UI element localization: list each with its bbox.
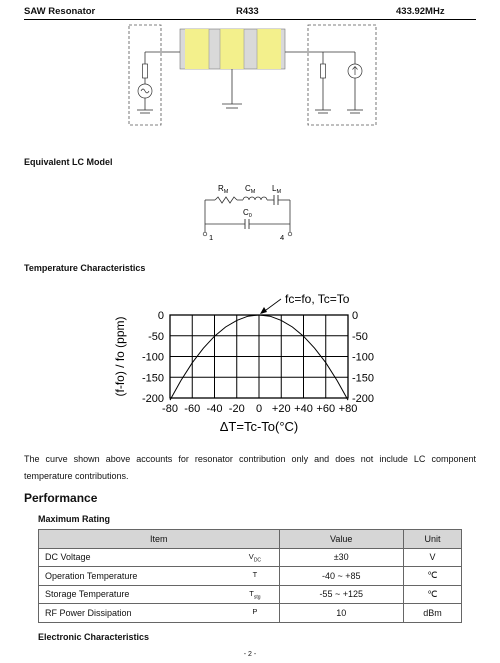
chart-y-tick-label-left: -50: [148, 330, 164, 343]
table-row: [39, 567, 462, 586]
inductor-lm-symbol: [243, 197, 267, 200]
chart-x-tick-label: -60: [184, 403, 201, 415]
resonator-body: [180, 29, 285, 69]
row-symbol: P: [231, 604, 279, 623]
table-row: [39, 604, 462, 623]
maximum-rating-heading: Maximum Rating: [38, 514, 111, 524]
row-unit: V: [403, 548, 461, 567]
header-part-number: R433: [236, 6, 259, 17]
chart-note-paragraph: The curve shown above accounts for resonator contribution only and does not include LC component temperature contributions.: [24, 454, 476, 481]
table-header-row: [39, 530, 462, 549]
row-symbol: $V_{DC}$: [231, 548, 279, 567]
chart-y-tick-label-right: 0: [352, 310, 359, 322]
chart-y-tick-label-left: -100: [141, 351, 164, 364]
chart-x-tick-label: +20: [271, 403, 291, 415]
temperature-chart: [110, 282, 400, 442]
chart-y-tick-label-right: -50: [352, 330, 368, 343]
chart-x-tick-label: +60: [316, 403, 336, 415]
row-value: -40 ~ +85: [279, 567, 403, 586]
row-unit: ℃: [403, 567, 461, 586]
row-value: -55 ~ +125: [279, 585, 403, 604]
label-c0: $C_0$: [243, 208, 252, 219]
row-symbol: T: [231, 567, 279, 586]
section-title-lc-model: Equivalent LC Model: [24, 157, 113, 167]
header-value: Value: [279, 530, 403, 549]
pin-4-label: 4: [280, 233, 285, 242]
chart-y-tick-label-left: 0: [157, 310, 164, 322]
row-item: Storage Temperature: [39, 585, 232, 604]
table-row: [39, 548, 462, 567]
pin-1-label: 1: [209, 233, 214, 242]
row-value: 10: [279, 604, 403, 623]
chart-y-tick-label-right: -100: [352, 351, 375, 364]
chart-x-tick-label: -80: [162, 403, 178, 415]
row-item: DC Voltage: [39, 548, 232, 567]
chart-annotation-arrowhead: [260, 307, 267, 314]
lc-equivalent-circuit: [195, 178, 305, 244]
performance-heading: Performance: [24, 491, 98, 505]
section-title-temperature: Temperature Characteristics: [24, 263, 146, 273]
label-cm: $C_M$: [245, 184, 256, 195]
row-symbol: $T_{stg}$: [231, 585, 279, 604]
chart-x-tick-label: +80: [338, 403, 358, 415]
resistor-rm-symbol: [215, 197, 237, 203]
row-value: ±30: [279, 548, 403, 567]
test-circuit-diagram: [120, 22, 380, 136]
row-item: Operation Temperature: [39, 567, 232, 586]
header-unit: Unit: [403, 530, 461, 549]
chart-x-axis-label: ΔT=Tc-To(°C): [219, 419, 299, 434]
electronic-characteristics-heading: Electronic Characteristics: [38, 632, 150, 642]
chart-y-tick-label-right: -150: [352, 372, 375, 385]
row-item: RF Power Dissipation: [39, 604, 232, 623]
header-product-type: SAW Resonator: [24, 6, 96, 17]
chart-x-tick-label: -20: [228, 403, 245, 415]
chart-y-axis-label: (f-fo) / fo (ppm): [113, 316, 127, 397]
table-row: [39, 585, 462, 604]
chart-y-tick-label-left: -200: [141, 393, 164, 405]
maximum-rating-table: [38, 529, 462, 623]
chart-annotation: fc=fo, Tc=To: [285, 292, 350, 306]
chart-y-tick-label-left: -150: [141, 372, 164, 385]
header-rule: [24, 19, 476, 20]
chart-y-tick-label-right: -200: [352, 393, 375, 405]
header-frequency: 433.92MHz: [396, 6, 445, 17]
row-unit: ℃: [403, 585, 461, 604]
label-lm: $L_M$: [272, 184, 282, 195]
label-rm: $R_M$: [218, 184, 229, 195]
row-unit: dBm: [403, 604, 461, 623]
chart-x-tick-label: 0: [255, 403, 263, 415]
chart-x-tick-label: +40: [294, 403, 313, 415]
chart-x-tick-label: -40: [206, 403, 223, 415]
page-number: - 2 -: [243, 651, 257, 658]
header-item: Item: [39, 530, 280, 549]
